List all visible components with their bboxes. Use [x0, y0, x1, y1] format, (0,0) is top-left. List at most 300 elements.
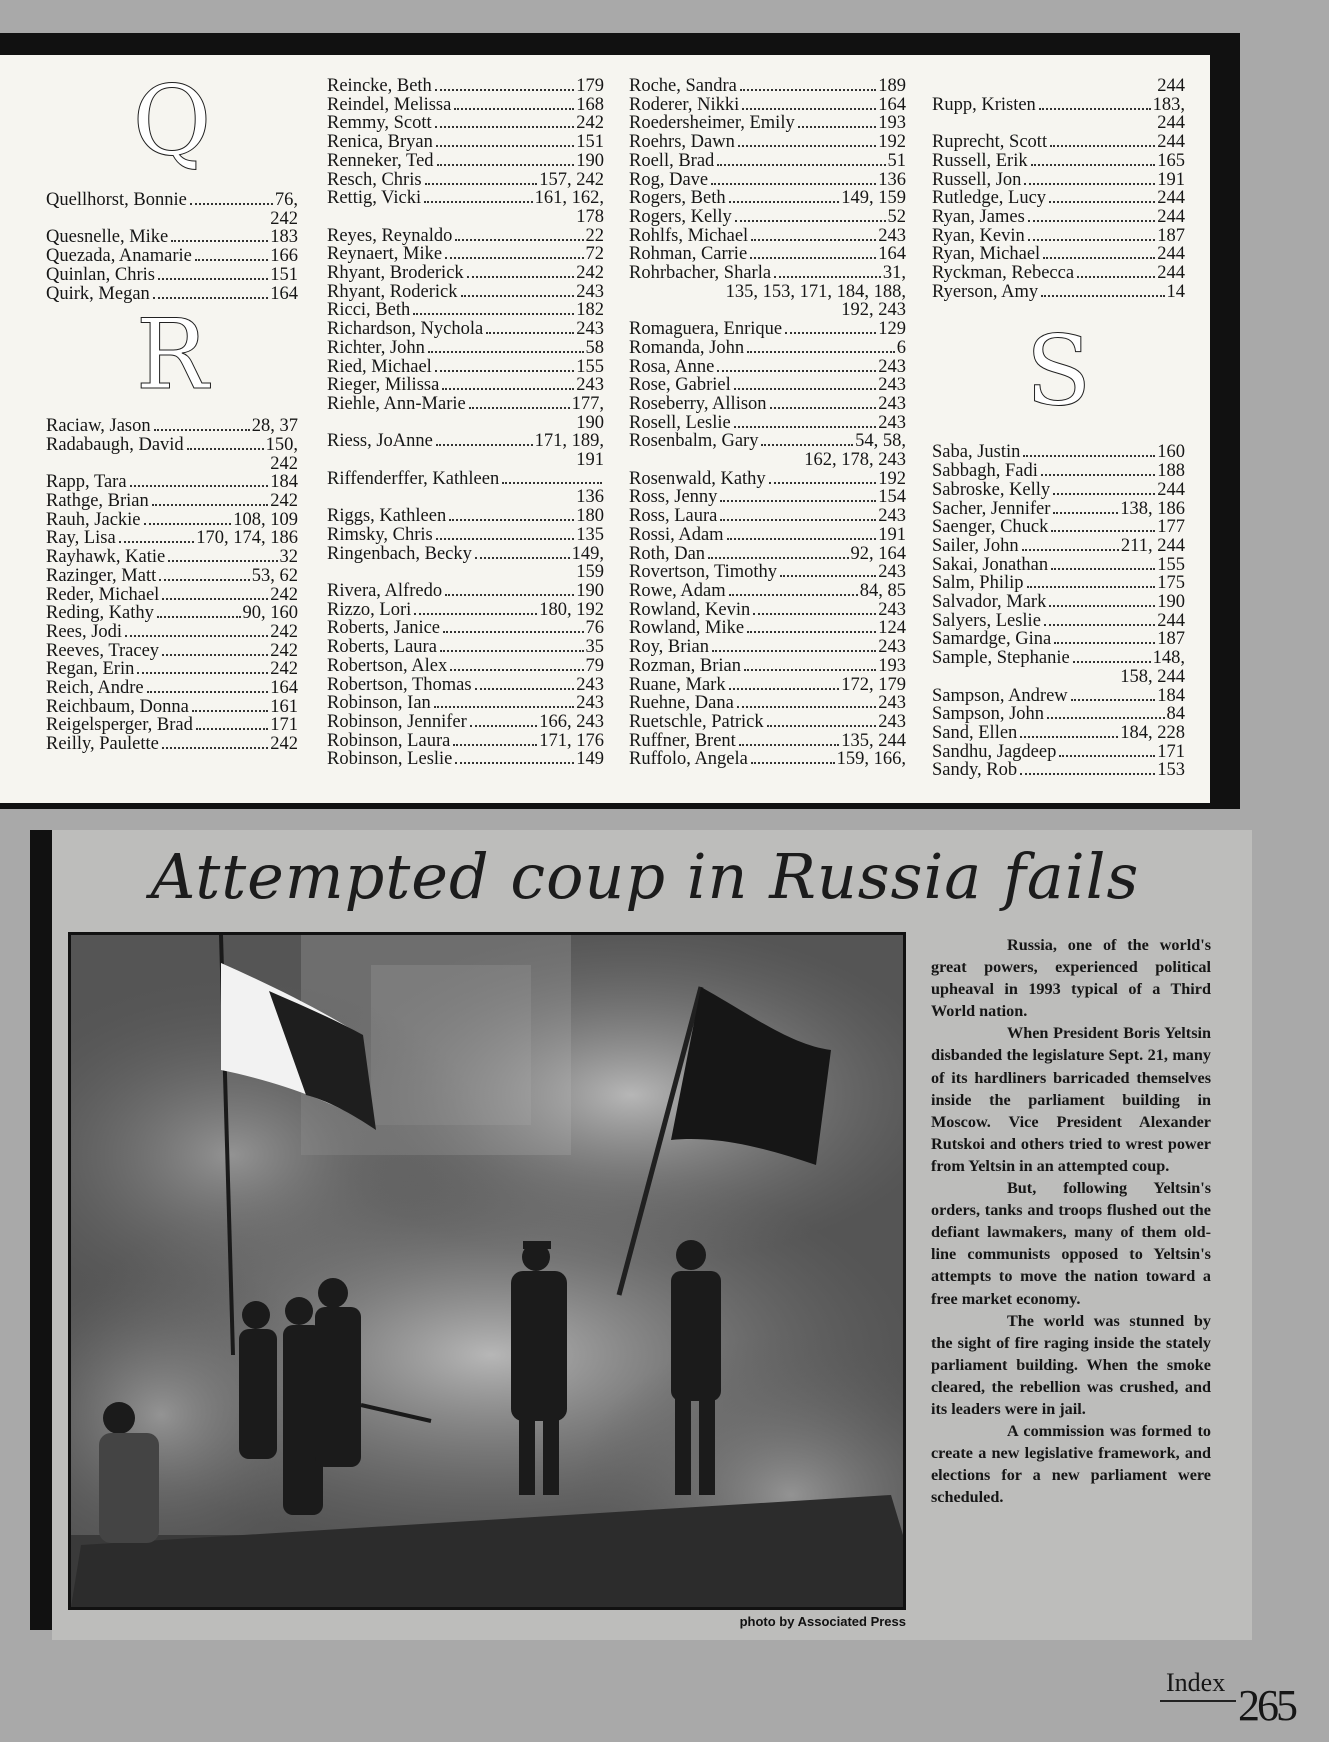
- index-entry-continuation: 192, 243: [841, 300, 906, 321]
- index-entry-pages: 170, 174, 186: [196, 528, 298, 549]
- leader-dots: [119, 541, 195, 543]
- index-entry: [932, 556, 1185, 575]
- index-entry-continuation: 242: [270, 453, 298, 474]
- leader-dots: [437, 164, 575, 166]
- leader-dots: [470, 725, 537, 727]
- index-entry-pages: 155: [1157, 554, 1185, 575]
- index-entry-pages: 189: [878, 76, 906, 96]
- index-entry-pages: 184, 228: [1120, 722, 1185, 743]
- index-entry-pages: 191: [878, 524, 906, 545]
- leader-dots: [475, 557, 570, 559]
- leader-dots: [1039, 108, 1151, 110]
- index-entry: [327, 358, 604, 377]
- leader-dots: [753, 613, 876, 615]
- index-entry-name: Rog, Dave: [629, 169, 709, 190]
- leader-dots: [196, 728, 268, 730]
- leader-dots: [440, 650, 584, 652]
- index-entry: [327, 77, 604, 96]
- index-entry-pages: 243: [878, 599, 906, 620]
- index-entry-pages: 243: [878, 637, 906, 658]
- index-entry-pages: 243: [878, 506, 906, 527]
- index-entry-pages: 161: [270, 696, 298, 717]
- index-entry: [327, 245, 604, 264]
- index-entry: [46, 567, 298, 586]
- leader-dots: [168, 560, 277, 562]
- index-entry-name: Reding, Kathy: [46, 603, 154, 624]
- index-entry: [932, 649, 1185, 668]
- index-entry-name: Roell, Brad: [629, 150, 715, 171]
- index-entry-pages: 53, 62: [251, 565, 298, 586]
- leader-dots: [1024, 183, 1155, 185]
- leader-dots: [1053, 493, 1155, 495]
- index-entry: [327, 152, 604, 171]
- index-entry-name: Reigelsperger, Brad: [46, 715, 193, 736]
- index-entry-pages: 183: [270, 227, 298, 248]
- index-entry: [327, 339, 604, 358]
- index-entry-pages: 164: [878, 94, 906, 115]
- index-entry-name: Regan, Erin: [46, 659, 135, 680]
- index-entry: [327, 601, 604, 620]
- index-entry-name: Roehrs, Dawn: [629, 132, 735, 153]
- story-paragraph: The world was stunned by the sight of fire raging inside the stately parliament building. When the smoke cleared, the rebellion was crushed, and its leaders were in jail.: [931, 1311, 1211, 1418]
- index-entry-name: Rimsky, Chris: [327, 524, 433, 545]
- leader-dots: [751, 762, 835, 764]
- index-entry-pages: 184: [1157, 685, 1185, 706]
- index-entry-pages: 244: [1157, 206, 1185, 227]
- index-entry: [629, 638, 906, 657]
- index-entry-pages: 243: [878, 356, 906, 377]
- leader-dots: [1022, 549, 1119, 551]
- index-entry-name: Rapp, Tara: [46, 472, 127, 493]
- index-entry-continuation: 244: [1157, 113, 1185, 134]
- index-entry: [932, 152, 1185, 171]
- index-entry: [327, 676, 604, 695]
- index-entry-name: Reich, Andre: [46, 678, 144, 699]
- leader-dots: [162, 654, 268, 656]
- index-entry-name: Reyes, Reynaldo: [327, 225, 453, 246]
- leader-dots: [734, 426, 877, 428]
- index-column-1: [46, 65, 298, 755]
- leader-dots: [1044, 624, 1155, 626]
- index-entry-name: Rowland, Kevin: [629, 599, 751, 620]
- leader-dots: [425, 183, 538, 185]
- index-entry-pages: 193: [878, 113, 906, 134]
- index-entry-pages: 180, 192: [539, 599, 604, 620]
- index-entry-name: Rutledge, Lucy: [932, 188, 1047, 209]
- index-entry-name: Rosa, Anne: [629, 356, 715, 377]
- leader-dots: [1051, 568, 1155, 570]
- index-entry-continuation: 244: [1157, 76, 1185, 96]
- coup-photo-illustration: [71, 935, 903, 1607]
- index-entry: [46, 623, 298, 642]
- index-entry-name: Ross, Laura: [629, 506, 718, 527]
- index-entry-pages: 129: [878, 319, 906, 340]
- index-entry-name: Rowe, Adam: [629, 580, 726, 601]
- index-entry: [932, 630, 1185, 649]
- index-entry-name: Roseberry, Allison: [629, 393, 767, 414]
- index-entry: [327, 526, 604, 545]
- index-column-4: [932, 77, 1185, 780]
- index-entry: [629, 619, 906, 638]
- index-entry-name: Riffenderffer, Kathleen: [327, 468, 500, 489]
- index-entry-name: Russell, Erik: [932, 150, 1028, 171]
- index-entry-name: Roberts, Janice: [327, 618, 441, 639]
- leader-dots: [144, 523, 232, 525]
- index-entry-name: Richter, John: [327, 337, 425, 358]
- index-entry: [327, 227, 604, 246]
- index-entry-pages: 177: [1157, 517, 1185, 538]
- index-entry-continuation: 191: [576, 450, 604, 471]
- index-entry-name: Ried, Michael: [327, 356, 432, 377]
- index-entry-pages: 190: [576, 580, 604, 601]
- index-entry: [629, 526, 906, 545]
- index-entry-pages: 193: [878, 655, 906, 676]
- index-panel: [0, 55, 1210, 803]
- index-entry-name: Ruetschle, Patrick: [629, 711, 764, 732]
- index-entry-pages: 35: [585, 637, 604, 658]
- index-entry-pages: 243: [878, 693, 906, 714]
- index-entry: [932, 743, 1185, 762]
- index-entry: [46, 548, 298, 567]
- index-entry-pages: 108, 109: [233, 509, 298, 530]
- index-entry: [629, 507, 906, 526]
- index-entry: [629, 339, 906, 358]
- leader-dots: [720, 500, 876, 502]
- index-entry: [327, 114, 604, 133]
- leader-dots: [159, 579, 250, 581]
- index-entry-pages: 243: [878, 393, 906, 414]
- leader-dots: [1053, 512, 1118, 514]
- index-entry-pages: 149: [576, 749, 604, 770]
- index-entry-name: Rohlfs, Michael: [629, 225, 749, 246]
- index-entry: [46, 266, 298, 285]
- index-entry-pages: 164: [270, 283, 298, 304]
- index-entry: [327, 750, 604, 769]
- index-entry-name: Ryckman, Rebecca: [932, 263, 1075, 284]
- index-entry-pages: 244: [1157, 610, 1185, 631]
- index-entry: [932, 500, 1185, 519]
- index-entry-pages: 188: [1157, 461, 1185, 482]
- index-entry: [629, 152, 906, 171]
- leader-dots: [1059, 755, 1155, 757]
- leader-dots: [190, 203, 273, 205]
- index-entry: [932, 443, 1185, 462]
- index-entry-name: Reichbaum, Donna: [46, 696, 189, 717]
- index-entry-name: Rettig, Vicki: [327, 188, 422, 209]
- index-entry-name: Sand, Ellen: [932, 722, 1018, 743]
- index-entry-name: Radabaugh, David: [46, 434, 184, 455]
- leader-dots: [738, 145, 876, 147]
- index-entry: [932, 189, 1185, 208]
- index-entry-name: Sample, Stephanie: [932, 648, 1070, 669]
- index-entry-name: Razinger, Matt: [46, 565, 157, 586]
- leader-dots: [744, 669, 876, 671]
- index-entry-name: Ruehne, Dana: [629, 693, 734, 714]
- leader-dots: [454, 108, 574, 110]
- index-entry: [46, 417, 298, 436]
- leader-dots: [1027, 586, 1156, 588]
- index-entry-pages: 179: [576, 76, 604, 96]
- index-entry: [46, 247, 298, 266]
- leader-dots: [436, 444, 533, 446]
- index-entry-name: Rogers, Kelly: [629, 206, 732, 227]
- leader-dots: [434, 706, 574, 708]
- index-entry-pages: 242: [270, 491, 298, 512]
- index-entry-pages: 14: [1166, 281, 1185, 302]
- leader-dots: [1077, 276, 1155, 278]
- index-entry-name: Sacher, Jennifer: [932, 498, 1051, 519]
- index-entry-name: Resch, Chris: [327, 169, 422, 190]
- index-entry: [327, 320, 604, 339]
- index-entry: [46, 660, 298, 679]
- index-entry-name: Sandy, Rob: [932, 760, 1018, 781]
- index-entry-pages: 124: [878, 618, 906, 639]
- index-entry-name: Reilly, Paulette: [46, 734, 159, 755]
- leader-dots: [1041, 474, 1155, 476]
- index-entry-pages: 171, 176: [539, 730, 604, 751]
- index-entry-pages: 243: [878, 711, 906, 732]
- index-entry: [932, 612, 1185, 631]
- index-entry-pages: 243: [878, 375, 906, 396]
- index-entry-name: Rovertson, Timothy: [629, 562, 778, 583]
- index-entry-pages: 161, 162,: [534, 188, 604, 209]
- index-entry: [932, 537, 1185, 556]
- index-entry-pages: 242: [270, 734, 298, 755]
- index-entry-pages: 54, 58,: [855, 431, 906, 452]
- leader-dots: [739, 744, 839, 746]
- index-entry-pages: 154: [878, 487, 906, 508]
- index-entry-name: Roth, Dan: [629, 543, 706, 564]
- index-entry: [932, 593, 1185, 612]
- index-entry: [629, 676, 906, 695]
- index-entry-pages: 183,: [1152, 94, 1185, 115]
- index-entry-name: Ryan, Kevin: [932, 225, 1025, 246]
- index-entry-pages: 184: [270, 472, 298, 493]
- index-entry: [932, 724, 1185, 743]
- index-entry: [46, 604, 298, 623]
- leader-dots: [1031, 164, 1156, 166]
- index-entry-name: Ross, Jenny: [629, 487, 718, 508]
- leader-dots: [125, 635, 268, 637]
- index-entry-name: Renneker, Ted: [327, 150, 434, 171]
- index-entry-pages: 151: [576, 132, 604, 153]
- leader-dots: [1049, 605, 1155, 607]
- index-entry-pages: 159, 166,: [836, 749, 906, 770]
- index-entry-pages: 243: [878, 412, 906, 433]
- index-entry-name: Roy, Brian: [629, 637, 709, 658]
- index-entry: [46, 511, 298, 530]
- index-entry-name: Ruprecht, Scott: [932, 132, 1048, 153]
- index-entry: [629, 750, 906, 769]
- index-entry-pages: 138, 186: [1120, 498, 1185, 519]
- index-entry-pages: 211, 244: [1120, 535, 1185, 556]
- index-entry: [327, 638, 604, 657]
- news-photo: [68, 932, 906, 1610]
- index-entry-pages: 242: [270, 640, 298, 661]
- index-entry: [629, 732, 906, 751]
- index-entry-pages: 244: [1157, 244, 1185, 265]
- leader-dots: [1028, 239, 1155, 241]
- index-entry: [327, 732, 604, 751]
- index-entry-name: Rayhawk, Katie: [46, 547, 166, 568]
- photo-credit: photo by Associated Press: [739, 1614, 906, 1629]
- leader-dots: [162, 747, 268, 749]
- leader-dots: [1020, 773, 1155, 775]
- leader-dots: [1020, 736, 1118, 738]
- leader-dots: [414, 613, 537, 615]
- index-entry-name: Roedersheimer, Emily: [629, 113, 795, 134]
- index-entry-name: Reincke, Beth: [327, 76, 432, 96]
- index-entry-pages: 28, 37: [251, 416, 298, 437]
- index-entry-name: Rohrbacher, Sharla: [629, 263, 772, 284]
- leader-dots: [1043, 257, 1155, 259]
- index-entry: [629, 376, 906, 395]
- index-entry-pages: 149,: [571, 543, 604, 564]
- index-entry-name: Rhyant, Broderick: [327, 263, 464, 284]
- index-entry-name: Ruffner, Brent: [629, 730, 736, 751]
- index-entry-pages: 180: [576, 506, 604, 527]
- index-entry-pages: 242: [576, 263, 604, 284]
- index-entry-name: Sakai, Jonathan: [932, 554, 1049, 575]
- leader-dots: [442, 388, 574, 390]
- index-column-2: [327, 77, 604, 769]
- index-entry-pages: 6: [896, 337, 906, 358]
- leader-dots: [1071, 699, 1156, 701]
- leader-dots: [187, 448, 264, 450]
- leader-dots: [449, 519, 574, 521]
- index-entry-name: Sailer, John: [932, 535, 1019, 556]
- index-entry-pages: 84: [1166, 704, 1185, 725]
- leader-dots: [737, 706, 876, 708]
- leader-dots: [443, 631, 583, 633]
- index-entry-name: Quellhorst, Bonnie: [46, 190, 187, 210]
- leader-dots: [469, 407, 570, 409]
- index-entry-pages: 79: [585, 655, 604, 676]
- leader-dots: [435, 126, 575, 128]
- index-entry: [629, 470, 906, 489]
- index-entry: [629, 320, 906, 339]
- leader-dots: [195, 259, 268, 261]
- leader-dots: [727, 538, 877, 540]
- index-entry: [629, 432, 906, 451]
- index-entry-name: Ryan, James: [932, 206, 1025, 227]
- index-entry: [327, 545, 604, 564]
- section-letter-r: R: [135, 299, 209, 412]
- index-entry-pages: 243: [576, 375, 604, 396]
- leader-dots: [751, 239, 876, 241]
- index-entry-pages: 243: [576, 693, 604, 714]
- index-entry-pages: 242: [576, 113, 604, 134]
- index-entry-pages: 150,: [265, 434, 298, 455]
- index-entry-pages: 149, 159: [841, 188, 906, 209]
- index-entry-name: Quirk, Megan: [46, 283, 150, 304]
- leader-dots: [729, 688, 840, 690]
- index-entry: [932, 171, 1185, 190]
- leader-dots: [486, 332, 574, 334]
- index-entry-name: Robinson, Leslie: [327, 749, 453, 770]
- index-entry: [629, 171, 906, 190]
- index-entry-name: Rossi, Adam: [629, 524, 724, 545]
- leader-dots: [153, 297, 268, 299]
- leader-dots: [461, 295, 575, 297]
- index-entry-name: Sampson, John: [932, 704, 1045, 725]
- index-entry: [327, 470, 604, 489]
- leader-dots: [502, 482, 602, 484]
- index-entry: [932, 518, 1185, 537]
- leader-dots: [750, 257, 876, 259]
- index-entry: [932, 705, 1185, 724]
- index-entry: [327, 713, 604, 732]
- index-entry-pages: 160: [1157, 442, 1185, 463]
- index-entry-pages: 171: [1157, 741, 1185, 762]
- index-entry: [629, 245, 906, 264]
- leader-dots: [769, 482, 877, 484]
- index-entry-pages: 243: [878, 562, 906, 583]
- index-entry-pages: 51: [887, 150, 906, 171]
- index-entry: [629, 358, 906, 377]
- index-entry: [327, 283, 604, 302]
- index-entry-pages: 182: [576, 300, 604, 321]
- leader-dots: [192, 710, 268, 712]
- index-entry-name: Reder, Michael: [46, 584, 160, 605]
- index-entry-continuation: 136: [576, 487, 604, 508]
- leader-dots: [436, 538, 575, 540]
- index-entry-continuation: 190: [576, 412, 604, 433]
- leader-dots: [712, 650, 876, 652]
- leader-dots: [729, 201, 840, 203]
- index-entry-name: Robertson, Thomas: [327, 674, 472, 695]
- index-entry-name: Quezada, Anamarie: [46, 246, 192, 267]
- index-entry: [932, 283, 1185, 302]
- index-entry: [932, 264, 1185, 283]
- index-entry-name: Romanda, John: [629, 337, 745, 358]
- leader-dots: [147, 691, 269, 693]
- index-entry-name: Raciaw, Jason: [46, 416, 151, 437]
- index-entry-pages: 164: [270, 678, 298, 699]
- index-entry: [327, 376, 604, 395]
- index-entry-name: Sandhu, Jagdeep: [932, 741, 1057, 762]
- leader-dots: [445, 594, 574, 596]
- leader-dots: [453, 744, 537, 746]
- story-paragraph: Russia, one of the world's great powers, experienced political upheaval in 1993 typical of a Third World nation.: [931, 936, 1211, 1021]
- index-entry: [46, 436, 298, 455]
- index-entry: [629, 395, 906, 414]
- index-entry: [629, 114, 906, 133]
- index-entry-name: Ringenbach, Becky: [327, 543, 472, 564]
- index-entry: [327, 264, 604, 283]
- index-entry-name: Ryan, Michael: [932, 244, 1041, 265]
- story-headline: Attempted coup in Russia fails: [150, 840, 1140, 913]
- section-letter-q: Q: [132, 65, 212, 177]
- index-entry: [629, 227, 906, 246]
- index-entry: [629, 694, 906, 713]
- leader-dots: [445, 257, 583, 259]
- index-entry: [327, 432, 604, 451]
- index-entry-pages: 243: [878, 225, 906, 246]
- leader-dots: [435, 89, 574, 91]
- index-entry: [46, 529, 298, 548]
- index-entry-name: Riehle, Ann-Marie: [327, 393, 466, 414]
- index-entry-pages: 244: [1157, 132, 1185, 153]
- index-entry: [327, 133, 604, 152]
- index-entry: [327, 694, 604, 713]
- leader-dots: [1028, 220, 1155, 222]
- index-entry-pages: 190: [576, 150, 604, 171]
- index-entry-name: Ray, Lisa: [46, 528, 116, 549]
- index-entry-pages: 244: [1157, 188, 1185, 209]
- leader-dots: [1073, 661, 1151, 663]
- leader-dots: [735, 220, 886, 222]
